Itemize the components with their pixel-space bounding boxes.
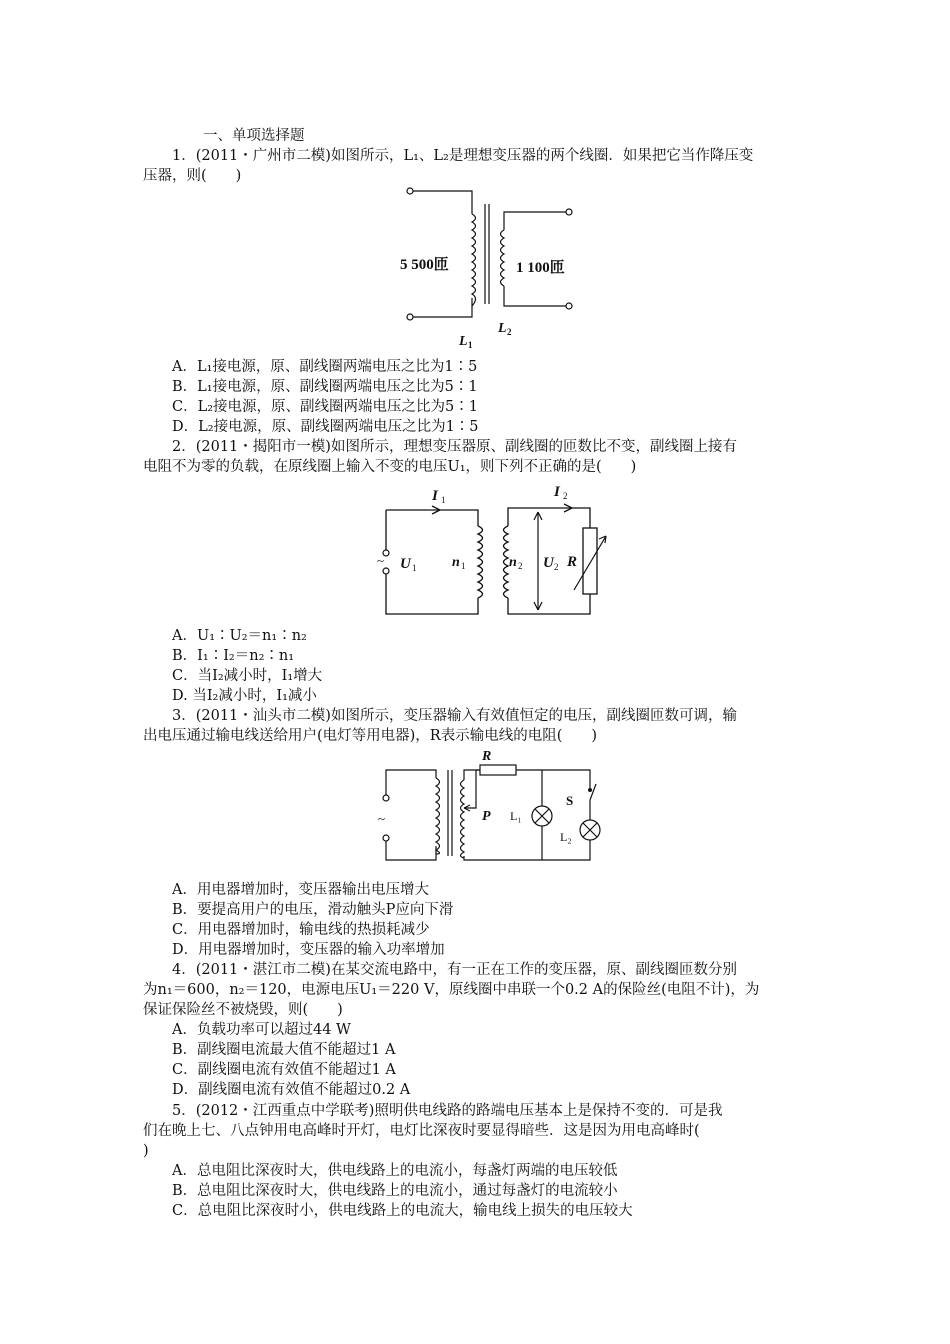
n1-sub: 1 <box>461 561 466 571</box>
q4-option-a: A．负载功率可以超过44 W <box>172 1022 351 1038</box>
q3-option-d: D．用电器增加时，变压器的输入功率增加 <box>172 942 445 958</box>
u2-label: U <box>543 555 554 571</box>
r-label: R <box>567 554 578 570</box>
q5-stem-line-3: ) <box>143 1143 149 1159</box>
q4-stem-line-2: 为n₁＝600，n₂＝120，电源电压U₁＝220 V，原线圈中串联一个0.2 A的保险丝(电阻不计)，为 <box>143 982 760 998</box>
l1-label: L₁ <box>510 809 522 823</box>
q1-stem-line-2: 压器，则( ) <box>143 168 242 184</box>
q3-stem-line-1: 3．(2011・汕头市二模)如图所示，变压器输入有效值恒定的电压，副线圈匝数可调，输 <box>172 708 737 724</box>
q4-stem-line-1: 4．(2011・湛江市二模)在某交流电路中，有一正在工作的变压器，原、副线圈匝数分别 <box>172 962 737 978</box>
q2-stem-line-2: 电阻不为零的负载，在原线圈上输入不变的电压U₁，则下列不正确的是( ) <box>143 459 637 475</box>
q3-stem-line-2: 出电压通过输电线送给用户(电灯等用电器)，R表示输电线的电阻( ) <box>143 728 598 744</box>
q4-option-d: D．副线圈电流有效值不能超过0.2 A <box>172 1082 411 1098</box>
q1-transformer-figure <box>390 182 590 352</box>
ac-source-symbol: ~ <box>378 811 386 826</box>
q2-option-d: D. 当I₂减小时，I₁减小 <box>172 688 317 704</box>
q5-option-c: C．总电阻比深夜时小，供电线路上的电流大，输电线上损失的电压较大 <box>172 1203 633 1219</box>
q3-option-c: C．用电器增加时，输电线的热损耗减少 <box>172 922 430 938</box>
p-label: P <box>482 809 491 824</box>
q2-option-b: B．I₁∶I₂＝n₂∶n₁ <box>172 648 295 664</box>
q3-option-b: B．要提高用户的电压，滑动触头P应向下滑 <box>172 902 454 918</box>
q2-option-c: C．当I₂减小时，I₁增大 <box>172 668 323 684</box>
right-turns-label: 1 100匝 <box>516 260 565 276</box>
q1-option-d: D．L₂接电源，原、副线圈两端电压之比为1∶5 <box>172 419 479 435</box>
q3-circuit-figure <box>372 748 612 870</box>
coil-l2-label: L <box>498 321 507 336</box>
r-label: R <box>482 749 492 764</box>
u1-sub: 1 <box>412 563 417 573</box>
q1-option-c: C．L₂接电源，原、副线圈两端电压之比为5∶1 <box>172 399 478 415</box>
s-label: S <box>566 793 574 808</box>
q5-option-a: A．总电阻比深夜时大，供电线路上的电流小，每盏灯两端的电压较低 <box>172 1163 618 1179</box>
q5-stem-line-2: 们在晚上七、八点钟用电高峰时开灯，电灯比深夜时要显得暗些．这是因为用电高峰时( <box>143 1123 700 1139</box>
i2-label: I <box>554 484 560 500</box>
q1-stem-line-1: 1．(2011・广州市二模)如图所示，L₁、L₂是理想变压器的两个线圈．如果把它当作降压变 <box>172 148 754 164</box>
section-title: 一、单项选择题 <box>203 128 305 144</box>
n2-sub: 2 <box>518 561 523 571</box>
n1-label: n <box>452 555 460 570</box>
q2-option-a: A．U₁∶U₂＝n₁∶n₂ <box>172 628 307 644</box>
q2-stem-line-1: 2．(2011・揭阳市一模)如图所示，理想变压器原、副线圈的匝数比不变，副线圈上接有 <box>172 439 737 455</box>
i1-sub: 1 <box>441 495 446 505</box>
i2-sub: 2 <box>563 491 568 501</box>
u1-label: U <box>400 556 411 572</box>
q3-option-a: A．用电器增加时，变压器输出电压增大 <box>172 882 429 898</box>
n2-label: n <box>509 555 517 570</box>
q5-stem-line-1: 5．(2012・江西重点中学联考)照明供电线路的路端电压基本上是保持不变的．可是我 <box>172 1103 723 1119</box>
q4-stem-line-3: 保证保险丝不被烧毁，则( ) <box>143 1002 343 1018</box>
i1-label: I <box>432 488 438 504</box>
ac-source-symbol: ~ <box>377 553 385 568</box>
u2-sub: 2 <box>554 562 559 572</box>
q4-option-b: B．副线圈电流最大值不能超过1 A <box>172 1042 396 1058</box>
coil-l1-label: L <box>459 334 468 349</box>
coil-l1-sub: 1 <box>468 340 473 350</box>
q4-option-c: C．副线圈电流有效值不能超过1 A <box>172 1062 396 1078</box>
q1-option-b: B．L₁接电源，原、副线圈两端电压之比为5∶1 <box>172 379 478 395</box>
q1-option-a: A．L₁接电源，原、副线圈两端电压之比为1∶5 <box>172 359 478 375</box>
q5-option-b: B．总电阻比深夜时大，供电线路上的电流小，通过每盏灯的电流较小 <box>172 1183 618 1199</box>
left-turns-label: 5 500匝 <box>400 257 449 273</box>
coil-l2-sub: 2 <box>507 327 512 337</box>
q2-circuit-figure <box>370 478 610 623</box>
l2-label: L₂ <box>560 830 572 844</box>
